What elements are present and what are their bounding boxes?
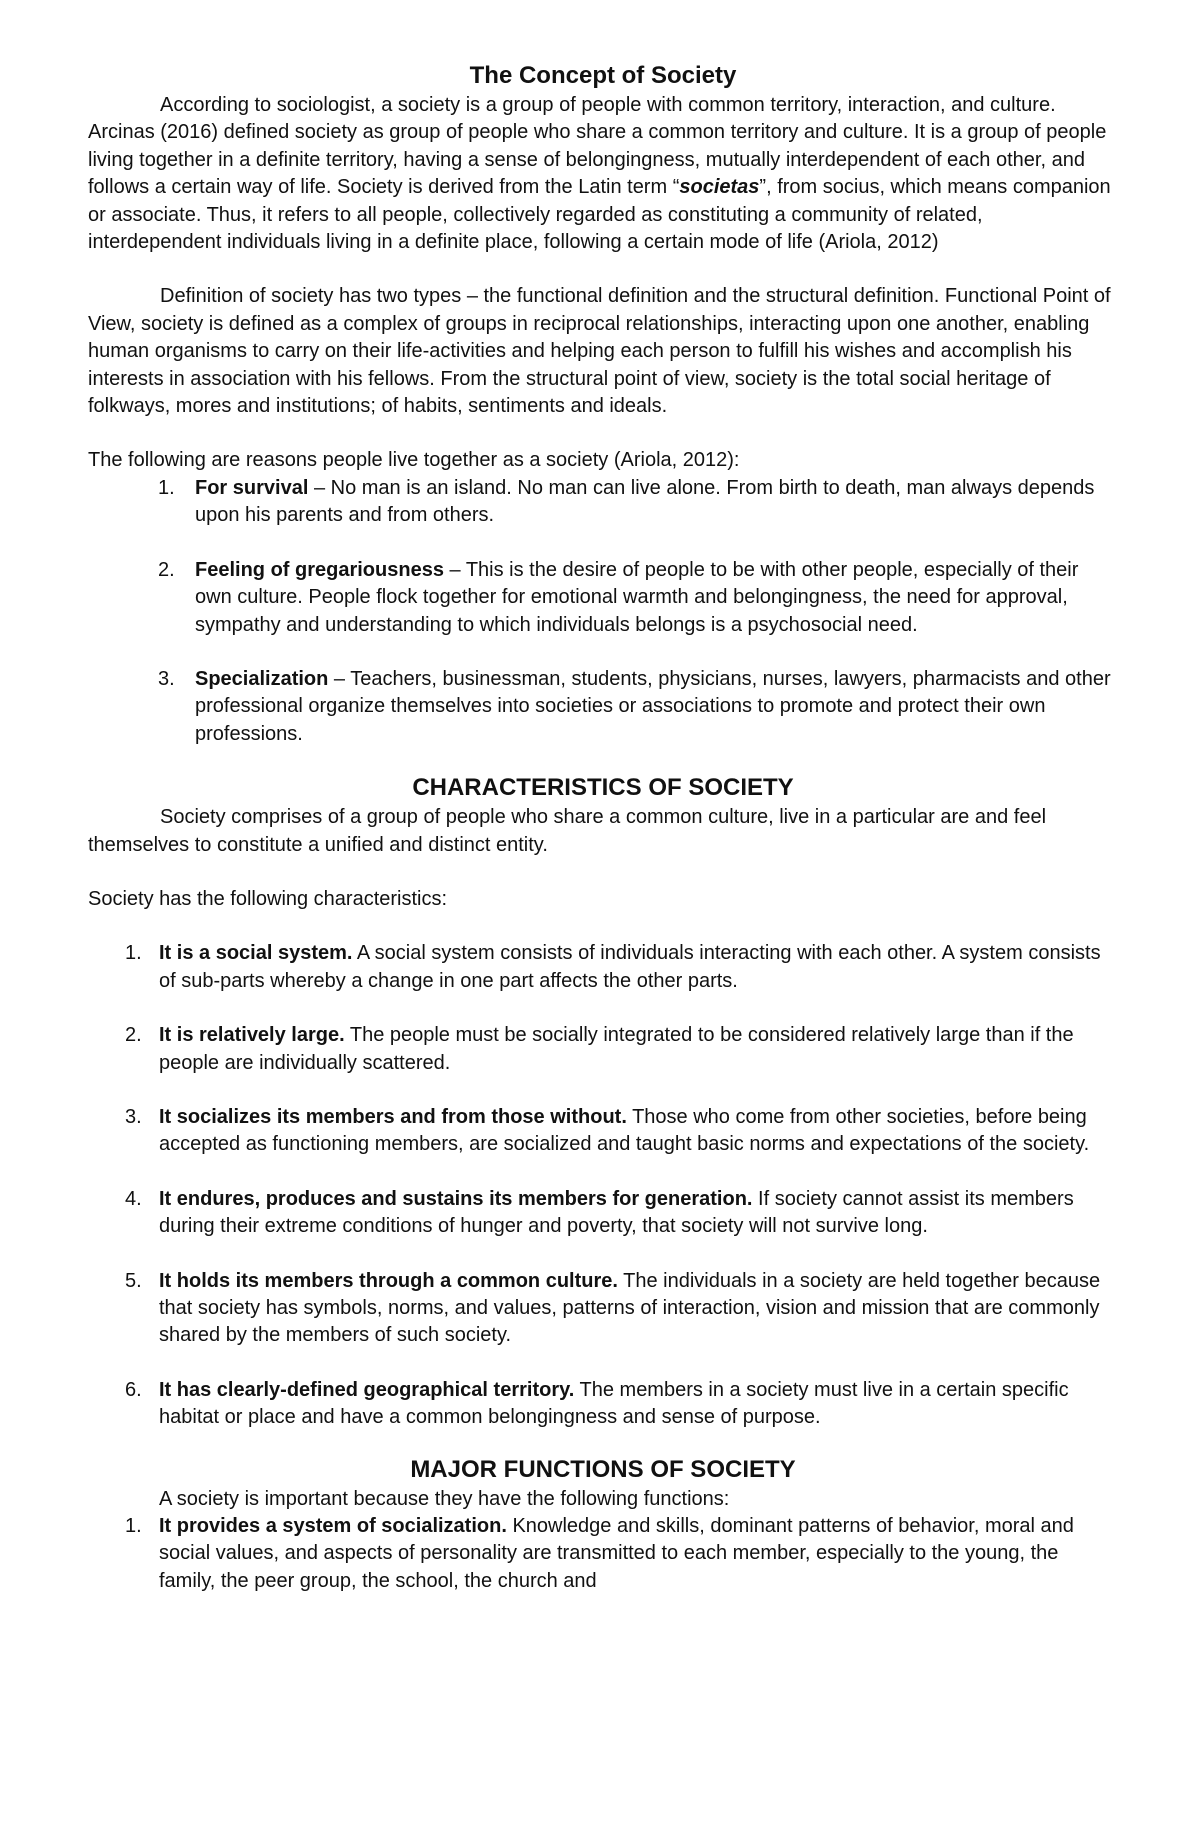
section-gap — [88, 748, 1118, 772]
list-item — [88, 1186, 1118, 1241]
list-term: It endures, produces and sustains its members for generation. — [159, 1187, 753, 1210]
list-number: 6. — [125, 1378, 142, 1401]
list-text: The people must be socially integrated to be considered relatively large than if the people are individually scattered. — [159, 1024, 1074, 1074]
list-text: If society cannot assist its members during their extreme conditions of hunger and poverty, that society will not survive long. — [159, 1187, 1074, 1238]
list-item — [88, 1022, 1118, 1077]
list-term: Feeling of gregariousness — [195, 558, 444, 581]
page-title: The Concept of Society — [469, 62, 737, 89]
list-number: 1. — [125, 1515, 142, 1538]
list-text: A social system consists of individuals interacting with each other. A system consists of sub-parts whereby a change in one part affects the other parts. — [159, 942, 1101, 992]
list-item — [88, 940, 1118, 995]
definition-paragraph: Definition of society has two types – the functional definition and the structural definition. Functional Point of View, society is defined as a complex of groups in reciprocal relationships, interacting upon one another, enabling human organisms to carry on their life-activities and helping each person to fulfill his wishes and accomplish his interests in association with his fellows. From the structural point of view, society is the total social heritage of folkways, mores and institutions; of habits, sentiments and ideals. — [88, 285, 1111, 418]
reasons-list — [88, 475, 1118, 748]
list-text: The individuals in a society are held together because that society has symbols, norms, and values, patterns of interaction, vision and mission that are commonly shared by the members of such society. — [159, 1269, 1101, 1347]
list-text: Those who come from other societies, before being accepted as functioning members, are socialized and taught basic norms and expectations of the society. — [159, 1105, 1090, 1156]
characteristics-list — [88, 940, 1118, 1431]
characteristics-heading: CHARACTERISTICS OF SOCIETY — [412, 774, 794, 802]
list-number: 2. — [125, 1024, 142, 1047]
functions-list — [88, 1513, 1118, 1595]
list-term: Specialization — [195, 667, 329, 690]
characteristics-lead: Society has the following characteristics: — [88, 887, 448, 910]
list-number: 2. — [158, 558, 175, 581]
list-number: 3. — [125, 1105, 142, 1128]
list-item — [88, 1513, 1118, 1595]
paragraph-gap — [88, 256, 1118, 283]
list-item — [88, 1104, 1118, 1159]
paragraph-gap — [88, 913, 1118, 940]
functions-lead: A society is important because they have the following functions: — [159, 1487, 730, 1510]
list-number: 1. — [158, 476, 175, 499]
paragraph-gap — [88, 859, 1118, 886]
intro-text-part2: ”, from socius, which means companion or associate. Thus, it refers to all people, collectively regarded as constituting a community of related, interdependent individuals living in a definite place, following a certain mode of life (Ariola, 2012) — [88, 176, 1111, 254]
list-text: – Teachers, businessman, students, physicians, nurses, lawyers, pharmacists and other professional organize themselves into societies or associations to promote and protect their own professions. — [195, 667, 1111, 745]
list-term: It is a social system. — [159, 942, 353, 965]
intro-paragraph — [88, 92, 1118, 256]
list-term: For survival — [195, 476, 309, 499]
characteristics-intro: Society comprises of a group of people who share a common culture, live in a particular are and feel themselves to constitute a unified and distinct entity. — [88, 806, 1047, 856]
reasons-lead: The following are reasons people live together as a society (Ariola, 2012): — [88, 449, 740, 472]
list-item — [88, 666, 1118, 748]
list-text: Knowledge and skills, dominant patterns of behavior, moral and social values, and aspects of personality are transmitted to each member, especially to the young, the family, the peer group, the school, the church and — [159, 1515, 1074, 1592]
list-term: It has clearly-defined geographical territory. — [159, 1378, 575, 1401]
latin-term: societas — [679, 176, 760, 199]
list-text: – No man is an island. No man can live alone. From birth to death, man always depends upon his parents and from others. — [195, 476, 1095, 527]
list-text: The members in a society must live in a certain specific habitat or place and have a common belongingness and sense of purpose. — [159, 1378, 1069, 1429]
list-term: It socializes its members and from those without. — [159, 1105, 627, 1128]
list-item — [88, 475, 1118, 530]
list-number: 4. — [125, 1187, 142, 1210]
list-term: It provides a system of socialization. — [159, 1515, 507, 1538]
list-text: – This is the desire of people to be with other people, especially of their own culture. People flock together for emotional warmth and belongingness, the need for approval, sympathy and understanding to which individuals belongs is a psychosocial need. — [195, 558, 1079, 636]
list-item — [88, 557, 1118, 639]
intro-text-part1: According to sociologist, a society is a group of people with common territory, interaction, and culture. Arcinas (2016) defined society as group of people who share a common territory and culture. It is a group of people living together in a definite territory, having a sense of belongingness, mutually interdependent of each other, and follows a certain way of life. Society is derived from the Latin term “ — [88, 94, 1107, 199]
list-item — [88, 1268, 1118, 1350]
section-gap — [88, 1432, 1118, 1454]
list-term: It is relatively large. — [159, 1024, 345, 1047]
list-term: It holds its members through a common culture. — [159, 1269, 618, 1292]
paragraph-gap — [88, 420, 1118, 447]
list-number: 3. — [158, 667, 175, 690]
functions-heading: MAJOR FUNCTIONS OF SOCIETY — [410, 1455, 796, 1483]
list-item — [88, 1377, 1118, 1432]
list-number: 5. — [125, 1269, 142, 1292]
list-number: 1. — [125, 942, 142, 965]
